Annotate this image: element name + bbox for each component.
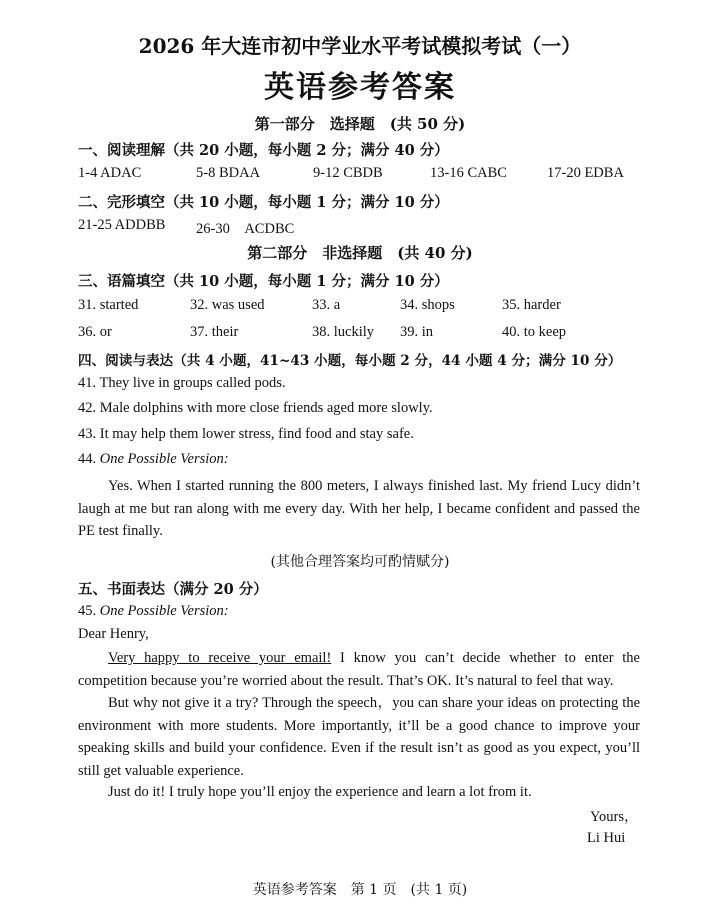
writing-number: 45. (78, 603, 97, 619)
writing-header (78, 603, 229, 620)
reading-expression-heading: 四、阅读与表达（共 4 小题，41~43 小题，每小题 2 分，44 小题 4 分；满分 10 分） (78, 353, 622, 369)
page-footer: 英语参考答案 第 1 页 (共 1 页) (252, 882, 468, 898)
gap-answer-34: 34. shops (400, 297, 455, 313)
gap-answer-33: 33. a (312, 297, 341, 313)
letter-closing: Yours， (590, 809, 639, 825)
answer-43: 43. It may help them lower stress, find food and stay safe. (78, 426, 414, 442)
gap-answer-31: 31. started (78, 297, 139, 313)
part2-title: 第二部分 非选择题 (共 40 分) (247, 244, 473, 262)
letter-underlined-opening: Very happy to receive your email! (108, 650, 332, 666)
letter-paragraph-2: But why not give it a try? Through the speech，you can share your ideas on protecting the environment with more students. More importantly, it’ll be a good chance to improve your speaking skills and build your confidence. Even if the result isn’t as good as you expect, you’ll still get valuable experience. (78, 695, 640, 779)
reading-answer-2: 5-8 BDAA (196, 165, 261, 181)
reading-answer-4: 13-16 CABC (430, 165, 507, 181)
cloze-heading: 二、完形填空（共 10 小题，每小题 1 分；满分 10 分） (78, 194, 449, 211)
writing-label: One Possible Version: (99, 603, 229, 619)
answer-44-header (78, 451, 229, 468)
cloze-answer-2: 26-30 ACDBC (196, 221, 295, 237)
letter-paragraph-3: Just do it! I truly hope you’ll enjoy the experience and learn a lot from it. (108, 784, 532, 800)
gap-answer-37: 37. their (190, 324, 239, 340)
gap-answer-35: 35. harder (502, 297, 561, 313)
gap-answer-39: 39. in (400, 324, 434, 340)
letter-paragraph-1-rest: I know you can’t decide whether to enter the competition because you’re worried about the result. That’s OK. It’s natural to feel that way. (78, 650, 640, 689)
answer-41: 41. They live in groups called pods. (78, 375, 286, 391)
answer-44-text: Yes. When I started running the 800 meters, I always finished last. My friend Lucy didn’t laugh at me but ran along with me every day. With her help, I became confident and passed the PE test finally. (78, 478, 640, 539)
gap-answer-36: 36. or (78, 324, 112, 340)
scoring-note: (其他合理答案均可酌情赋分) (270, 554, 450, 570)
answer-42: 42. Male dolphins with more close friends aged more slowly. (78, 400, 433, 416)
letter-paragraph-1 (78, 647, 640, 692)
answer-44-number: 44. (78, 451, 97, 467)
gap-answer-32: 32. was used (190, 297, 265, 313)
gap-answer-40: 40. to keep (502, 324, 567, 340)
reading-answer-3: 9-12 CBDB (313, 165, 383, 181)
answer-44-label: One Possible Version: (99, 451, 229, 467)
reading-answer-1: 1-4 ADAC (78, 165, 142, 181)
reading-heading: 一、阅读理解（共 20 小题，每小题 2 分；满分 40 分） (78, 142, 449, 159)
part1-title: 第一部分 选择题 (共 50 分) (254, 115, 466, 133)
gap-fill-heading: 三、语篇填空（共 10 小题，每小题 1 分；满分 10 分） (78, 273, 449, 290)
writing-heading: 五、书面表达（满分 20 分） (78, 581, 268, 598)
cloze-answer-1: 21-25 ADDBB (78, 217, 166, 233)
reading-answer-5: 17-20 EDBA (547, 165, 624, 181)
letter-signature: Li Hui (587, 830, 626, 846)
gap-answer-38: 38. luckily (312, 324, 375, 340)
document-title: 英语参考答案 (264, 70, 456, 105)
exam-title: 2026 年大连市初中学业水平考试模拟考试（一） (138, 34, 582, 58)
letter-greeting: Dear Henry, (78, 626, 149, 642)
